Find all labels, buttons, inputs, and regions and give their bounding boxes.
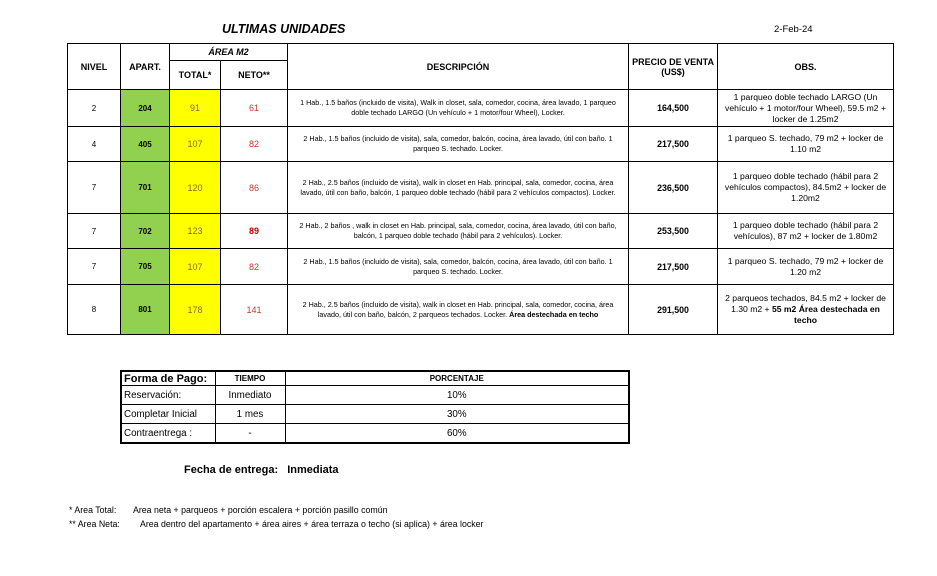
cell-apart: 204 xyxy=(121,90,170,127)
document-date: 2-Feb-24 xyxy=(774,24,813,35)
payment-table xyxy=(120,370,630,444)
cell-apart: 702 xyxy=(121,214,170,249)
payment-forma: Contraentrega : xyxy=(121,424,215,444)
col-header-obs: OBS. xyxy=(718,44,894,90)
footnote-label: ** Area Neta: xyxy=(69,519,120,529)
table-row xyxy=(68,127,894,162)
obs-text: 1 parqueo S. techado, 79 m2 + locker de 1.10 m2 xyxy=(727,133,884,154)
footnote-label: * Area Total: xyxy=(69,505,117,515)
cell-nivel: 2 xyxy=(68,90,121,127)
payment-tiempo: Inmediato xyxy=(215,386,285,405)
desc-text: 2 Hab., 2.5 baños (incluido de visita), walk in closet en Hab. principal, sala, comedor, cocina, área lavado, útil con baño, balcón, 1 parqueo doble techado (hábil para 2 vehículos compactos). Locker. xyxy=(300,177,616,197)
cell-total: 91 xyxy=(170,90,221,127)
cell-precio: 236,500 xyxy=(629,162,718,214)
cell-apart: 701 xyxy=(121,162,170,214)
cell-precio: 217,500 xyxy=(629,249,718,285)
cell-neto: 61 xyxy=(221,90,288,127)
cell-nivel: 7 xyxy=(68,214,121,249)
cell-obs xyxy=(718,127,894,162)
payment-row xyxy=(121,424,629,444)
cell-descripcion xyxy=(288,285,629,335)
table-row xyxy=(68,162,894,214)
col-header-nivel: NIVEL xyxy=(68,44,121,90)
cell-descripcion xyxy=(288,90,629,127)
payment-forma: Completar Inicial xyxy=(121,405,215,424)
table-row xyxy=(68,214,894,249)
cell-obs xyxy=(718,249,894,285)
cell-total: 178 xyxy=(170,285,221,335)
footnote-text: Area neta + parqueos + porción escalera + porción pasillo común xyxy=(132,505,388,515)
cell-nivel: 7 xyxy=(68,249,121,285)
delivery-date xyxy=(184,464,339,476)
col-header-apart: APART. xyxy=(121,44,170,90)
payment-porcentaje: 60% xyxy=(285,424,629,444)
footnote-text: Area dentro del apartamento + área aires + área terraza o techo (si aplica) + área locker xyxy=(139,519,484,529)
col-header-precio: PRECIO DE VENTA (US$) xyxy=(629,44,718,90)
cell-precio: 164,500 xyxy=(629,90,718,127)
cell-neto: 141 xyxy=(221,285,288,335)
cell-neto: 82 xyxy=(221,127,288,162)
desc-bold: Área destechada en techo xyxy=(509,309,599,319)
obs-bold: 55 m2 Área destechada en techo xyxy=(771,304,880,325)
desc-text: 2 Hab., 2.5 baños (incluido de visita), walk in closet en Hab. principal, sala, comedor, cocina, área lavado, útil con baño, balcón, 2 parqueos techados. Locker. xyxy=(302,299,614,319)
cell-obs xyxy=(718,90,894,127)
desc-text: 1 Hab., 1.5 baños (incluido de visita), Walk in closet, sala, comedor, cocina, área lavado, 1 parqueo doble techado LARGO (Un vehículo + 1 motor/four Wheel), Locker. xyxy=(300,98,616,117)
cell-obs xyxy=(718,162,894,214)
payment-header-tiempo: TIEMPO xyxy=(215,371,285,386)
col-header-neto: NETO** xyxy=(221,61,288,90)
cell-total: 107 xyxy=(170,127,221,162)
cell-nivel: 7 xyxy=(68,162,121,214)
cell-descripcion xyxy=(288,127,629,162)
desc-text: 2 Hab., 2 baños , walk in closet en Hab. principal, sala, comedor, cocina, área lavado, útil con baño, balcón, 1 parqueo doble techado (hábil para 2 vehículos). Locker. xyxy=(299,221,617,240)
footnote-area-neta xyxy=(69,519,483,529)
cell-descripcion xyxy=(288,162,629,214)
cell-precio: 253,500 xyxy=(629,214,718,249)
payment-row xyxy=(121,405,629,424)
desc-text: 2 Hab., 1.5 baños (incluido de visita), sala, comedor, balcón, cocina, área lavado, útil con baño. 1 parqueo S. techado. Locker. xyxy=(303,256,613,276)
table-row xyxy=(68,249,894,285)
cell-total: 123 xyxy=(170,214,221,249)
col-header-descripcion: DESCRIPCIÓN xyxy=(288,44,629,90)
cell-obs xyxy=(718,214,894,249)
payment-row xyxy=(121,386,629,405)
page-title: ULTIMAS UNIDADES xyxy=(222,22,346,36)
cell-precio: 291,500 xyxy=(629,285,718,335)
cell-descripcion xyxy=(288,249,629,285)
payment-tiempo: 1 mes xyxy=(215,405,285,424)
cell-neto: 82 xyxy=(221,249,288,285)
table-row xyxy=(68,90,894,127)
obs-text: 1 parqueo doble techado (hábil para 2 vehículos compactos), 84.5m2 + locker de 1.20m2 xyxy=(724,171,887,203)
cell-nivel: 8 xyxy=(68,285,121,335)
col-header-area: ÁREA M2 xyxy=(170,44,288,61)
table-row xyxy=(68,285,894,335)
cell-descripcion xyxy=(288,214,629,249)
desc-text: 2 Hab., 1.5 baños (incluido de visita), sala, comedor, balcón, cocina, área lavado, útil con baño. 1 parqueo S. techado. Locker. xyxy=(303,134,613,153)
cell-apart: 801 xyxy=(121,285,170,335)
payment-header-porcentaje: PORCENTAJE xyxy=(285,371,629,386)
units-table xyxy=(67,43,894,335)
payment-tiempo: - xyxy=(215,424,285,444)
footnote-area-total xyxy=(69,505,388,515)
cell-nivel: 4 xyxy=(68,127,121,162)
payment-porcentaje: 10% xyxy=(285,386,629,405)
cell-total: 120 xyxy=(170,162,221,214)
payment-forma: Reservación: xyxy=(121,386,215,405)
payment-header-forma: Forma de Pago: xyxy=(121,371,215,386)
obs-text: 1 parqueo S. techado, 79 m2 + locker de 1.20 m2 xyxy=(727,255,884,277)
cell-apart: 405 xyxy=(121,127,170,162)
cell-total: 107 xyxy=(170,249,221,285)
cell-precio: 217,500 xyxy=(629,127,718,162)
obs-text: 2 parqueos techados, 84.5 m2 + locker de 1.30 m2 + xyxy=(725,293,886,314)
obs-text: 1 parqueo doble techado LARGO (Un vehículo + 1 motor/four Wheel), 59.5 m2 + locker de 1.25m2 xyxy=(725,91,886,124)
cell-apart: 705 xyxy=(121,249,170,285)
cell-neto: 89 xyxy=(221,214,288,249)
payment-porcentaje: 30% xyxy=(285,405,629,424)
cell-obs xyxy=(718,285,894,335)
cell-neto: 86 xyxy=(221,162,288,214)
delivery-value: Inmediata xyxy=(287,464,339,476)
obs-text: 1 parqueo doble techado (hábil para 2 vehículos), 87 m2 + locker de 1.80m2 xyxy=(732,220,879,241)
delivery-label: Fecha de entrega: xyxy=(184,464,279,476)
col-header-total: TOTAL* xyxy=(170,61,221,90)
